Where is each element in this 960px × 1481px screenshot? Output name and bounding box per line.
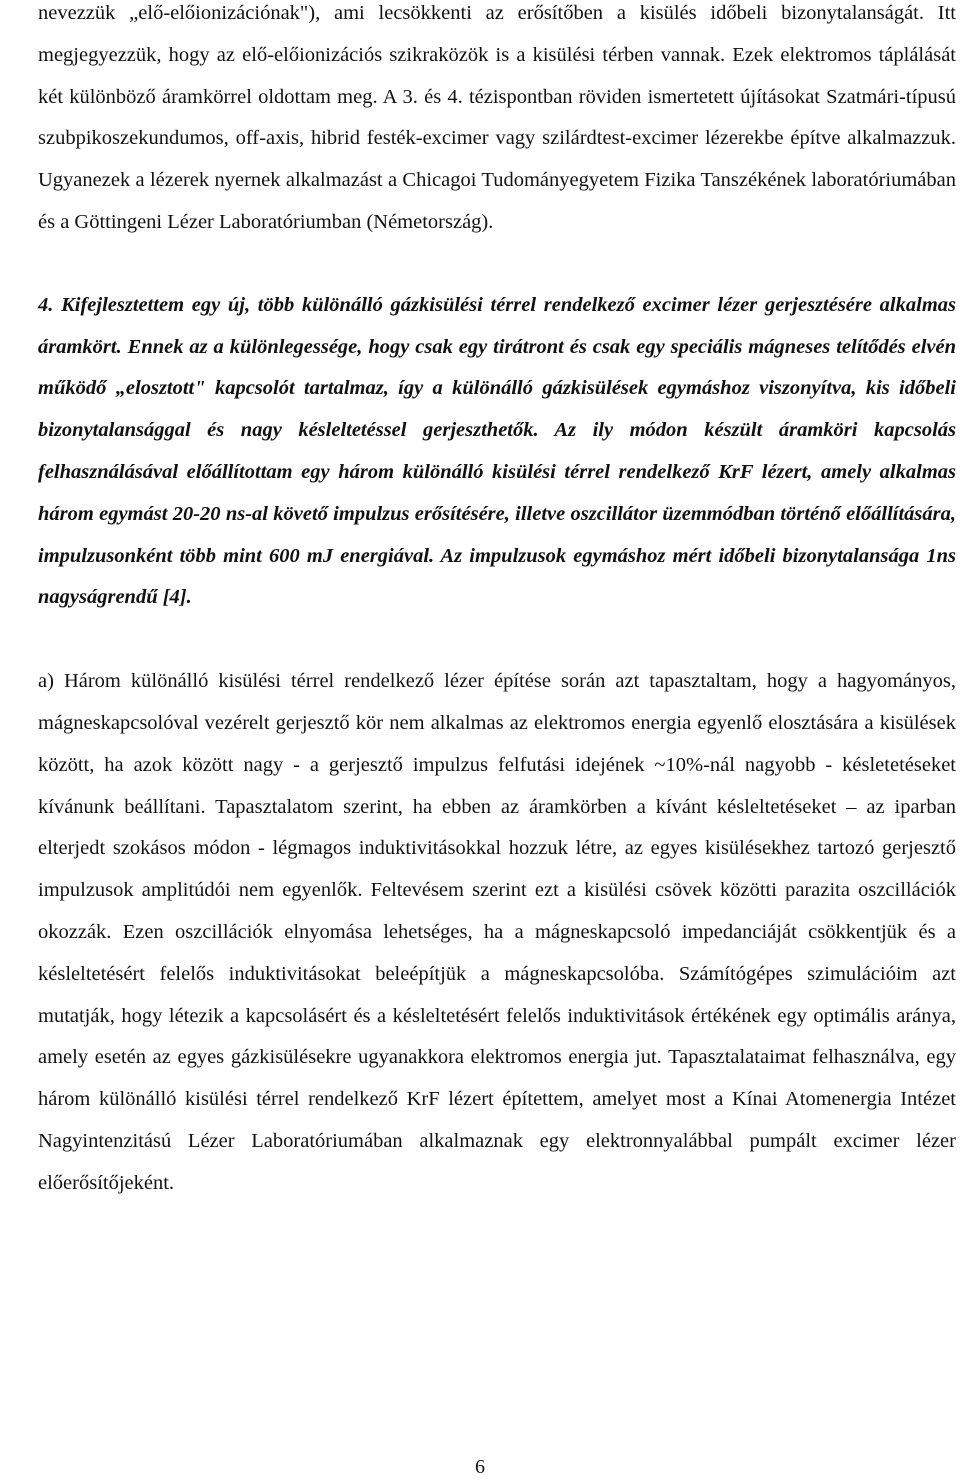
document-body: [38, 0, 956, 1205]
paragraph-intro: nevezzük „elő-előionizációnak"), ami lecsökkenti az erősítőben a kisülés időbeli bizonytalanságát. Itt megjegyezzük, hogy az elő-előionizációs szikraközök is a kisülési térben vannak. Ezek elektromos táplálását két különböző áramkörrel oldottam meg. A 3. és 4. tézispontban röviden ismertetett újításokat Szatmári-típusú szubpikoszekundumos, off-axis, hibrid festék-excimer vagy szilárdtest-excimer lézerekbe építve alkalmazzuk. Ugyanezek a lézerek nyernek alkalmazást a Chicagoi Tudományegyetem Fizika Tanszékének laboratóriumában és a Göttingeni Lézer Laboratóriumban (Németország).: [38, 2, 956, 233]
thesis-number: 4.: [38, 293, 54, 316]
page-number: 6: [475, 1456, 485, 1478]
thesis-paragraph: [38, 285, 956, 619]
paragraph-sub-a: a) Három különálló kisülési térrel rendelkező lézer építése során azt tapasztaltam, hogy a hagyományos, mágneskapcsolóval vezérelt gerjesztő kör nem alkalmas az elektromos energia egyenlő elosztására a kisülések között, ha azok között nagy - a gerjesztő impulzus felfutási idejének ~10%-nál nagyobb - késletetéseket kívánunk beállítani. Tapasztalatom szerint, ha ebben az áramkörben a kívánt késleltetéseket – az iparban elterjedt szokásos módon - légmagos induktivitásokkal hozzuk létre, az egyes kisülésekhez tartozó gerjesztő impulzusok amplitúdói nem egyenlők. Feltevésem szerint ezt a kisülési csövek közötti parazita oszcillációk okozzák. Ezen oszcillációk elnyomása lehetséges, ha a mágneskapcsoló impedanciáját csökkentjük és a késleltetésért felelős induktivitásokat beleépítjük a mágneskapcsolóba. Számítógépes szimulációim azt mutatják, hogy létezik a kapcsolásért és a késleltetésért felelős induktivitások értékének egy optimális aránya, amely esetén az egyes gázkisülésekre ugyanakkora elektromos energia jut. Tapasztalataimat felhasználva, egy három különálló kisülési térrel rendelkező KrF lézert építettem, amelyet most a Kínai Atomenergia Intézet Nagyintenzitású Lézer Laboratóriumában alkalmaznak egy elektronnyalábbal pumpált excimer lézer előerősítőjeként.: [38, 670, 956, 1194]
thesis-text: Kifejlesztettem egy új, több különálló gázkisülési térrel rendelkező excimer lézer gerjesztésére alkalmas áramkört. Ennek az a különlegessége, hogy csak egy tirátront és csak egy speciális mágneses telítődés elvén működő „elosztott" kapcsolót tartalmaz, így a különálló gázkisülések egymáshoz viszonyítva, kis időbeli bizonytalansággal és nagy késleltetéssel gerjeszthetők. Az ily módon készült áramköri kapcsolás felhasználásával előállítottam egy három különálló kisülési térrel rendelkező KrF lézert, amely alkalmas három egymást 20-20 ns-al követő impulzus erősítésére, illetve oszcillátor üzemmódban történő előállítására, impulzusonként több mint 600 mJ energiával. Az impulzusok egymáshoz mért időbeli bizonytalansága 1ns nagyságrendű [4].: [38, 293, 956, 609]
